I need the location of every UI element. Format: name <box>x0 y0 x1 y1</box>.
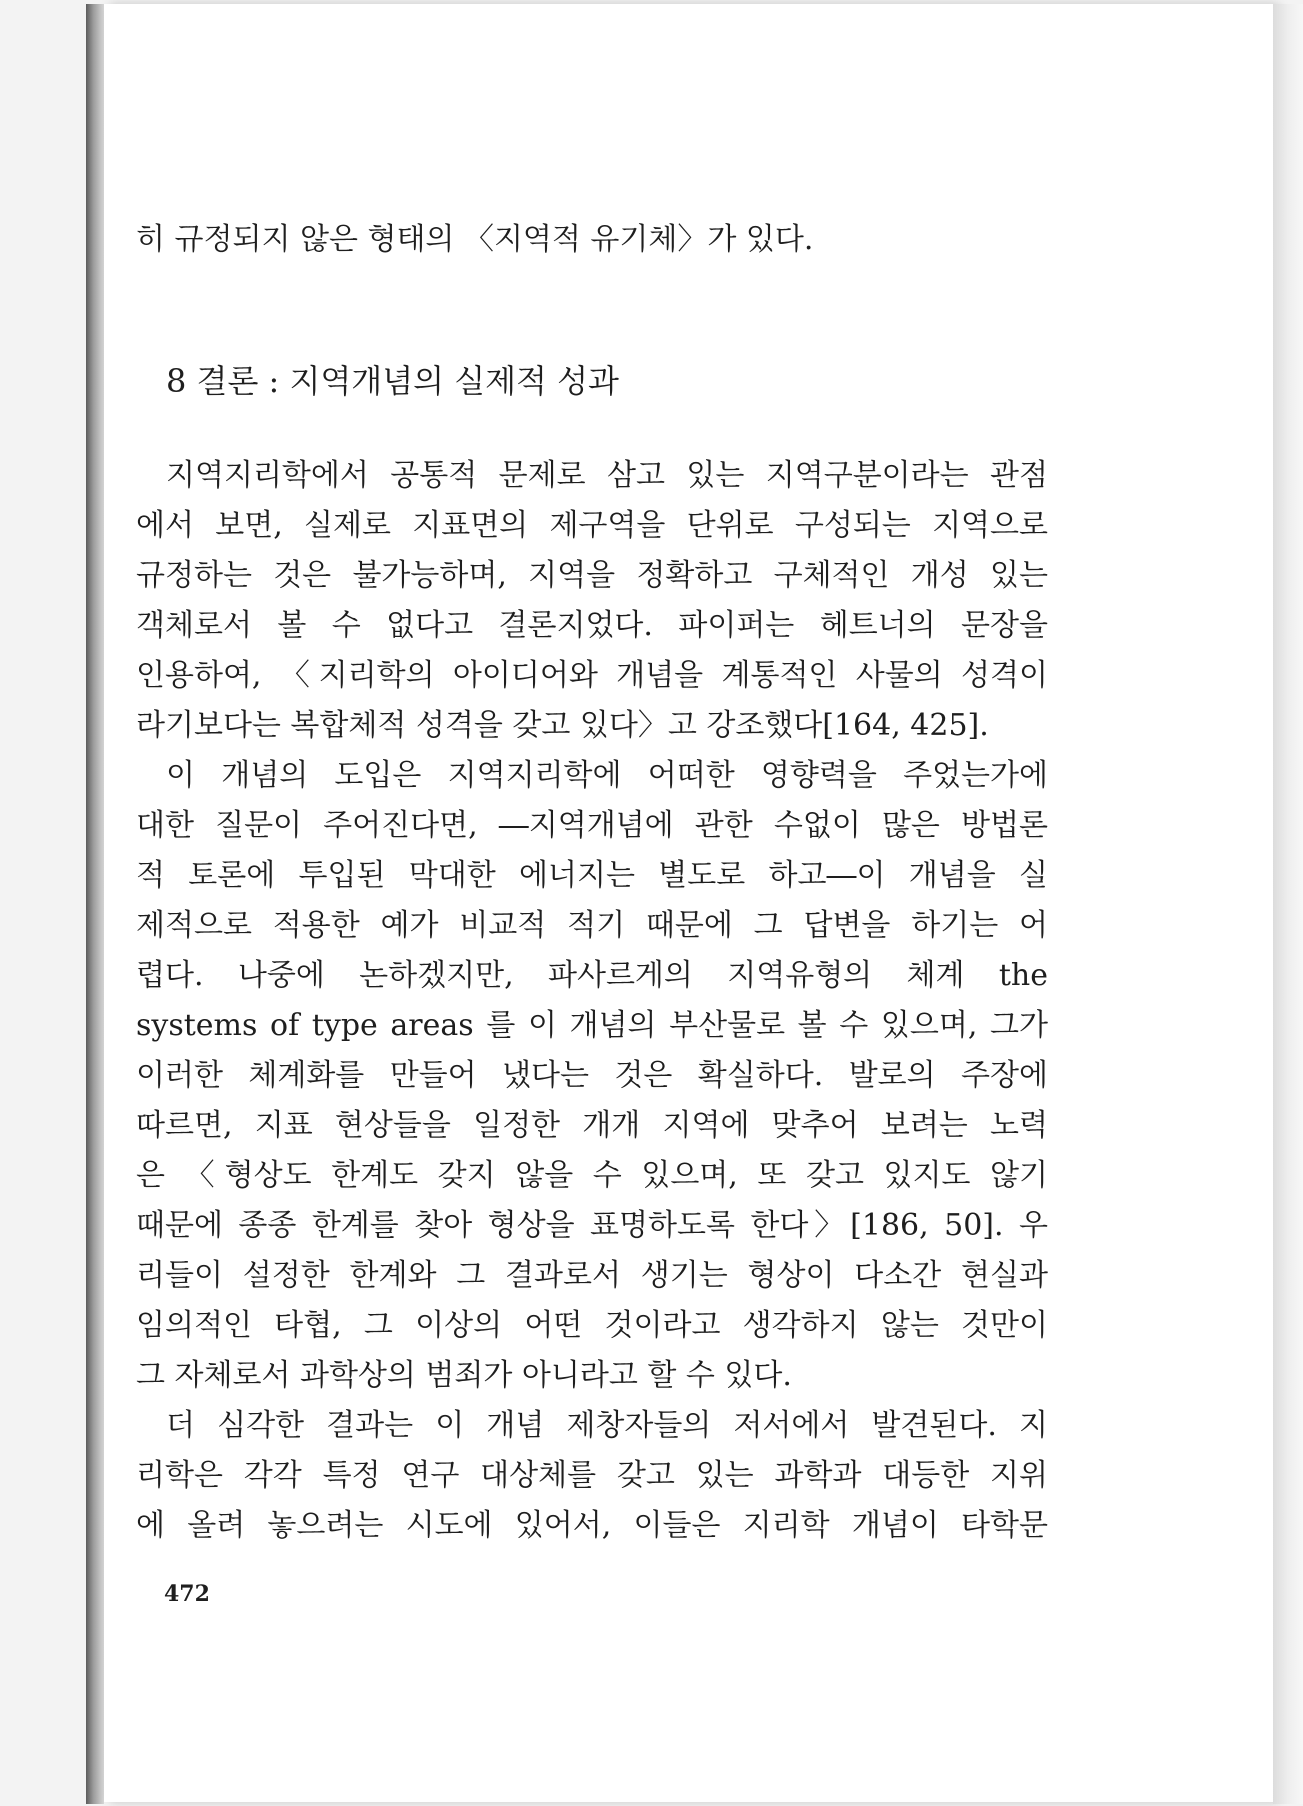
text-line: 에 올려 놓으려는 시도에 있어서, 이들은 지리학 개념이 타학문 <box>136 1508 1048 1543</box>
text-line: 따르면, 지표 현상들을 일정한 개개 지역에 맞추어 보려는 노력 <box>136 1108 1048 1143</box>
text-line: 이 개념의 도입은 지역지리학에 어떠한 영향력을 주었는가에 <box>166 758 1048 793</box>
page-number: 472 <box>164 1581 210 1607</box>
text-line: 인용하여, 〈지리학의 아이디어와 개념을 계통적인 사물의 성격이 <box>136 658 1048 693</box>
text-line: 때문에 종종 한계를 찾아 형상을 표명하도록 한다〉[186, 50]. 우 <box>136 1208 1048 1243</box>
text-line: 제적으로 적용한 예가 비교적 적기 때문에 그 답변을 하기는 어 <box>136 908 1048 943</box>
carryover-line: 히 규정되지 않은 형태의 〈지역적 유기체〉가 있다. <box>136 222 814 257</box>
text-line: 더 심각한 결과는 이 개념 제창자들의 저서에서 발견된다. 지 <box>166 1408 1048 1443</box>
book-page-edge-right <box>1273 4 1303 1804</box>
book-page-stack-left <box>86 4 104 1804</box>
text-line: 대한 질문이 주어진다면, ―지역개념에 관한 수없이 많은 방법론 <box>136 808 1048 843</box>
text-line: 리학은 각각 특정 연구 대상체를 갖고 있는 과학과 대등한 지위 <box>136 1458 1048 1493</box>
text-line: 객체로서 볼 수 없다고 결론지었다. 파이퍼는 헤트너의 문장을 <box>136 608 1048 643</box>
text-line: 그 자체로서 과학상의 범죄가 아니라고 할 수 있다. <box>136 1358 792 1393</box>
text-line: 이러한 체계화를 만들어 냈다는 것은 확실하다. 발로의 주장에 <box>136 1058 1048 1093</box>
text-line: 적 토론에 투입된 막대한 에너지는 별도로 하고―이 개념을 실 <box>136 858 1048 893</box>
paragraph-2 <box>136 751 1048 1401</box>
text-line: 은 〈형상도 한계도 갖지 않을 수 있으며, 또 갖고 있지도 않기 <box>136 1158 1048 1193</box>
text-line: systems of type areas 를 이 개념의 부산물로 볼 수 있으며, 그가 <box>136 1008 1048 1043</box>
text-line: 렵다. 나중에 논하겠지만, 파사르게의 지역유형의 체계 the <box>136 958 1048 993</box>
text-line: 지역지리학에서 공통적 문제로 삼고 있는 지역구분이라는 관점 <box>166 458 1048 493</box>
text-line: 리들이 설정한 한계와 그 결과로서 생기는 형상이 다소간 현실과 <box>136 1258 1048 1293</box>
text-line: 라기보다는 복합체적 성격을 갖고 있다〉고 강조했다[164, 425]. <box>136 708 989 743</box>
paragraph-1 <box>136 451 1048 751</box>
section-title: 8 결론 : 지역개념의 실제적 성과 <box>166 362 619 400</box>
paragraph-3 <box>136 1401 1048 1551</box>
text-line: 규정하는 것은 불가능하며, 지역을 정확하고 구체적인 개성 있는 <box>136 558 1048 593</box>
text-line: 임의적인 타협, 그 이상의 어떤 것이라고 생각하지 않는 것만이 <box>136 1308 1048 1343</box>
text-line: 에서 보면, 실제로 지표면의 제구역을 단위로 구성되는 지역으로 <box>136 508 1048 543</box>
